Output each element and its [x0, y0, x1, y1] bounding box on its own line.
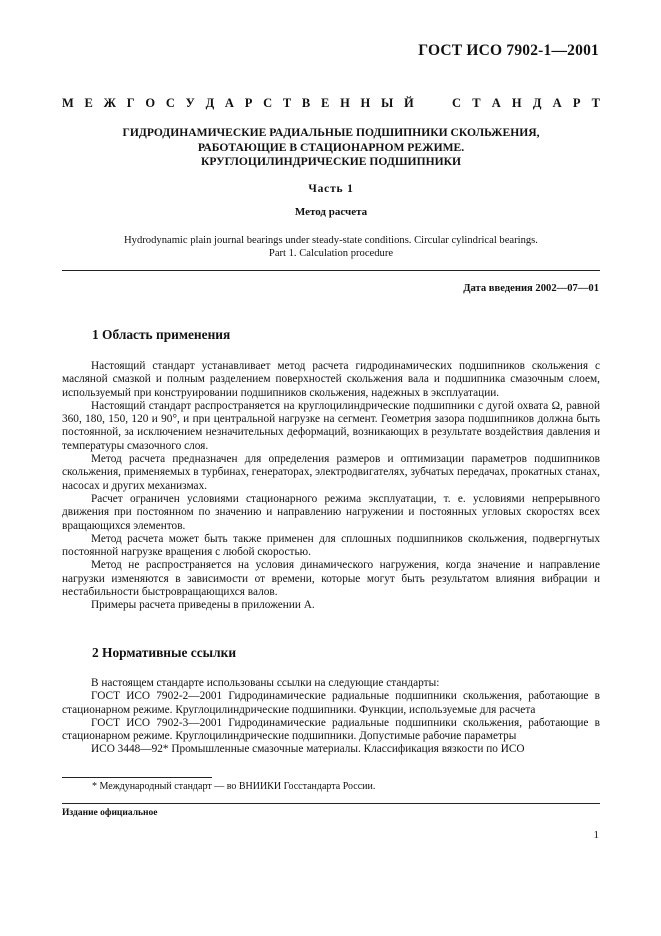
banner-letter: Т — [591, 96, 600, 110]
paragraph: Примеры расчета приведены в приложении А. — [91, 599, 315, 612]
banner-letter: Е — [84, 96, 93, 110]
banner-letter: Ж — [103, 96, 116, 110]
banner-letter: А — [224, 96, 234, 110]
paragraph: В настоящем стандарте использованы ссылки на следующие стандарты: — [91, 677, 440, 689]
paragraph: Метод не распространяется на условия динамического нагружения, когда значение и направление нагрузки изменяются в зависимости от времени, которые могут быть результатом влияния вибрации и нестабильности быстровращающихся валов. — [62, 559, 600, 599]
title-line: КРУГЛОЦИЛИНДРИЧЕСКИЕ ПОДШИПНИКИ — [200, 155, 462, 168]
banner-letter: Е — [320, 96, 330, 110]
standard-banner — [62, 96, 600, 111]
banner-letter: Т — [282, 96, 292, 110]
banner-letter: У — [185, 96, 195, 110]
document-code: ГОСТ ИСО 7902-1—2001 — [418, 42, 599, 59]
section-heading-scope: 1 Область применения — [92, 327, 231, 342]
banner-letter: Д — [532, 96, 542, 110]
banner-letter: Н — [511, 96, 522, 110]
paragraph: Настоящий стандарт распространяется на круглоцилиндрические подшипники с дугой охвата Ω, равной 360, 180, 150, 120 и 90°, и при центральной нагрузке на сегмент. Геометрия зазора подшипников должна быть постоянной, за исключением незначительных деформаций, возникающих в результате воздействия давления и температуры смазочного слоя. — [62, 399, 600, 452]
english-title — [62, 235, 600, 260]
banner-letter: Н — [360, 96, 371, 110]
english-title-line: Hydrodynamic plain journal bearings under steady-state conditions. Circular cylindrical bearings. — [124, 235, 538, 246]
footnote-divider — [62, 777, 212, 778]
banner-letter: Д — [205, 96, 215, 110]
banner-letter: Р — [244, 96, 253, 110]
banner-letter: Н — [340, 96, 350, 110]
paragraph: Метод расчета может быть также применен для сплошных подшипников скольжения, подвергнутых постоянной нагрузке вращения с любой скоростью. — [62, 532, 600, 559]
document-title — [62, 126, 600, 170]
english-title-line: Part 1. Calculation procedure — [268, 247, 394, 259]
reference-item: ИСО 3448—92* Промышленные смазочные материалы. Классификация вязкости по ИСО — [91, 743, 525, 756]
paragraph: Метод расчета предназначен для определения размеров и оптимизации параметров подшипников скольжения, применяемых в турбинах, генераторах, электродвигателях, зубчатых передачах, прокатных станах, насосах и других механизмах. — [62, 453, 600, 492]
introduction-date: Дата введения 2002—07—01 — [463, 283, 599, 294]
banner-letter: Й — [404, 96, 414, 110]
banner-letter: Ы — [381, 96, 394, 110]
part-label: Часть 1 — [308, 183, 354, 195]
paragraph: Настоящий стандарт устанавливает метод расчета гидродинамических подшипников скольжения с масляной смазкой и полным разделением поверхностей скольжения вала и подшипника смазочным слоем, используемый при конструировании подшипников скольжения, надежных в эксплуатации. — [62, 360, 600, 399]
banner-letter: С — [165, 96, 175, 110]
reference-item: ГОСТ ИСО 7902-2—2001 Гидродинамические радиальные подшипники скольжения, работающие в стационарном режиме. Круглоцилиндрические подшипники. Функции, используемые для расчета — [62, 690, 600, 716]
divider — [62, 803, 600, 804]
banner-letter: С — [263, 96, 273, 110]
banner-letter: В — [301, 96, 311, 110]
banner-letter: О — [145, 96, 156, 110]
reference-item: ГОСТ ИСО 7902-3—2001 Гидродинамические радиальные подшипники скольжения, работающие в стационарном режиме. Круглоцилиндрические подшипники. Допустимые рабочие параметры — [62, 716, 600, 743]
divider — [62, 270, 600, 271]
page-number: 1 — [593, 829, 599, 841]
edition-label: Издание официальное — [62, 808, 158, 818]
title-line: ГИДРОДИНАМИЧЕСКИЕ РАДИАЛЬНЫЕ ПОДШИПНИКИ СКОЛЬЖЕНИЯ, — [122, 126, 540, 139]
banner-letter: Т — [472, 96, 481, 110]
banner-letter: Г — [126, 96, 135, 110]
footnote: * Международный стандарт — во ВНИИКИ Госстандарта России. — [92, 781, 376, 792]
paragraph: Расчет ограничен условиями стационарного режима эксплуатации, т. е. условиями непрерывного движения при постоянном по значению и направлению нагружении и постоянных угловых скоростях всех вращающихся элементов. — [62, 492, 600, 532]
document-subtitle: Метод расчета — [294, 206, 368, 218]
banner-word-standard — [452, 96, 600, 111]
banner-letter: А — [491, 96, 501, 110]
title-line: РАБОТАЮЩИЕ В СТАЦИОНАРНОМ РЕЖИМЕ. — [197, 140, 465, 154]
section-body-scope — [62, 360, 600, 613]
banner-letter: М — [62, 96, 74, 110]
banner-letter: С — [452, 96, 462, 110]
section-heading-references: 2 Нормативные ссылки — [92, 645, 237, 660]
banner-word-interstate — [62, 96, 414, 111]
banner-letter: А — [552, 96, 562, 110]
banner-letter: Р — [572, 96, 581, 110]
section-body-references — [62, 677, 600, 757]
